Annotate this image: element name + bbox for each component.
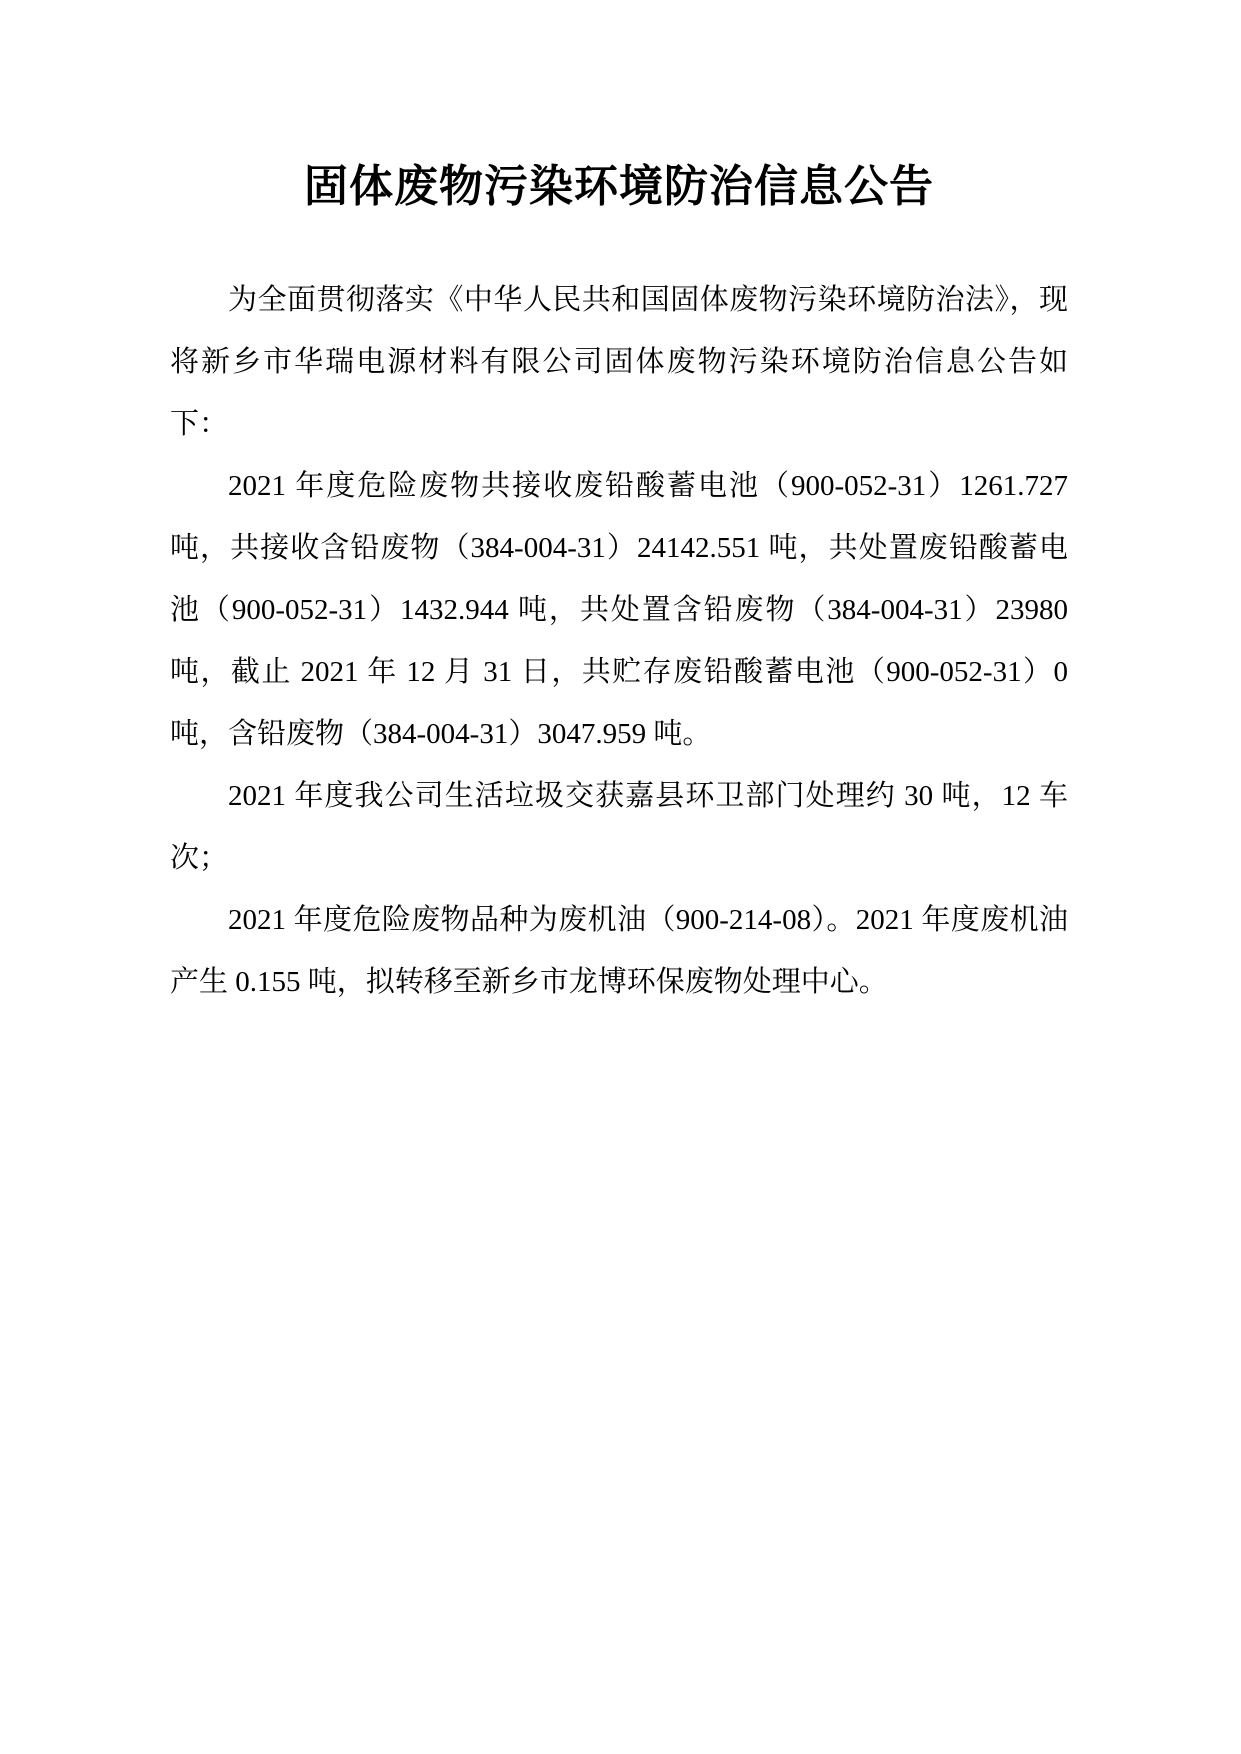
paragraph-waste-oil: 2021 年度危险废物品种为废机油（900-214-08）。2021 年度废机油产生 0.155 吨，拟转移至新乡市龙博环保废物处理中心。 — [170, 904, 1068, 999]
paragraph-hazardous-waste-stats: 2021 年度危险废物共接收废铅酸蓄电池（900-052-31）1261.727 吨，共接收含铅废物（384-004-31）24142.551 吨，共处置废铅酸蓄电池（900-052-31）1432.944 吨，共处置含铅废物（384-004-31）23980 吨，截止 2021 年 12 月 31 日，共贮存废铅酸蓄电池（900-052-31）0 吨，含铅废物（384-004-31）3047.959 吨。 — [170, 470, 1068, 751]
document-title: 固体废物污染环境防治信息公告 — [304, 162, 934, 211]
paragraph-intro: 为全面贯彻落实《中华人民共和国固体废物污染环境防治法》，现将新乡市华瑞电源材料有限公司固体废物污染环境防治信息公告如下： — [170, 284, 1068, 441]
paragraph-domestic-garbage: 2021 年度我公司生活垃圾交获嘉县环卫部门处理约 30 吨，12 车次； — [170, 780, 1068, 875]
